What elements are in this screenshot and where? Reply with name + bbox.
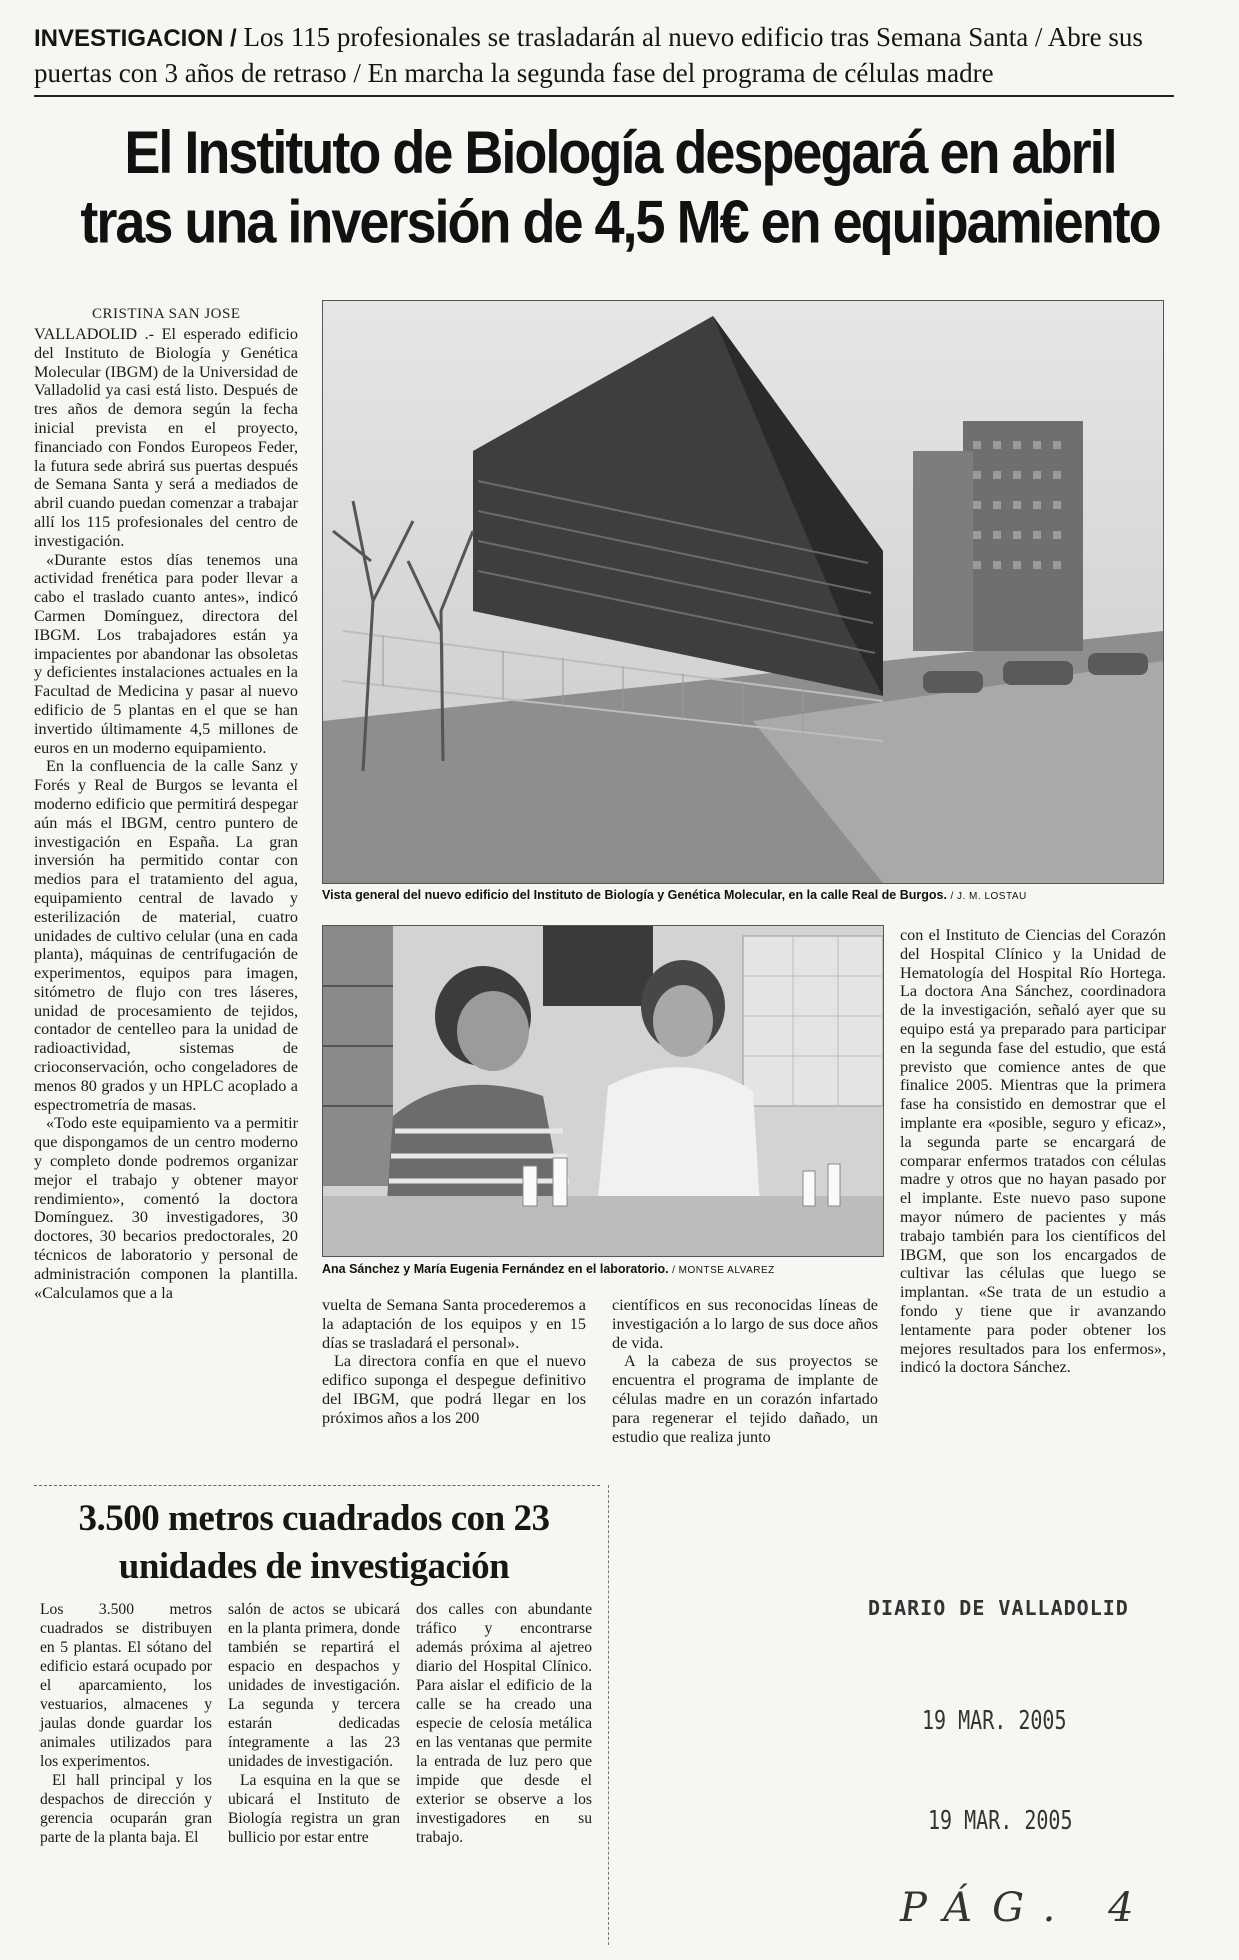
kicker-text: Los 115 profesionales se trasladarán al nuevo edificio tras Semana Santa / Abre sus puertas con 3 años de retraso / En marcha la segunda fase del programa de células madre: [34, 22, 1143, 88]
top-rule: [34, 95, 1174, 97]
paragraph: vuelta de Semana Santa procederemos a la adaptación de los equipos y en 15 días se trasladará el personal».: [322, 1296, 586, 1352]
building-photo: [322, 300, 1164, 884]
headline-line-2: tras una inversión de 4,5 M€ en equipamiento: [80, 188, 1160, 256]
paragraph: VALLADOLID .- El esperado edificio del Instituto de Biología y Genética Molecular (IBGM) de la Universidad de Valladolid ya casi está listo. Después de tres años de demora según la fecha inicial prevista en el proyecto, financiado con Fondos Europeos Feder, la futura sede abrirá sus puertas después de Semana Santa y será a mediados de abril cuando puedan comenzar a trabajar allí los 115 profesionales del centro de investigación.: [34, 325, 298, 550]
article-column-1: [34, 325, 298, 1302]
newspaper-stamp: DIARIO DE VALLADOLID: [868, 1596, 1129, 1620]
paragraph: Los 3.500 metros cuadrados se distribuyen en 5 plantas. El sótano del edificio estará ocupado por el aparcamiento, los vestuarios, almacenes y jaulas donde guardar los animales utilizados para los experimentos.: [40, 1601, 212, 1770]
lab-photo: [322, 925, 884, 1257]
building-illustration: [323, 301, 1163, 883]
headline: [40, 118, 1200, 257]
photo-credit: / J. M. LOSTAU: [950, 891, 1027, 902]
section-tag: INVESTIGACION /: [34, 25, 237, 52]
box-column-3: [416, 1600, 592, 1847]
lab-illustration: [323, 926, 883, 1256]
byline: CRISTINA SAN JOSE: [92, 306, 241, 322]
box-column-1: [40, 1600, 212, 1847]
building-photo-caption: [322, 888, 1182, 902]
caption-text: Ana Sánchez y María Eugenia Fernández en el laboratorio.: [322, 1262, 669, 1276]
paragraph: El hall principal y los despachos de dirección y gerencia ocuparán gran parte de la planta baja. El: [40, 1772, 212, 1846]
paragraph: «Todo este equipamiento va a permitir que dispongamos de un centro moderno y completo donde podremos organizar mejor el trabajo y obtener mayor rendimiento», comentó la doctora Domínguez. 30 investigadores, 30 doctores, 30 becarios predoctorales, 20 técnicos de laboratorio y personal de administración componen la plantilla. «Calculamos que a la: [34, 1114, 298, 1302]
photo-credit: / MONTSE ALVAREZ: [672, 1265, 775, 1276]
paragraph: La esquina en la que se ubicará el Instituto de Biología registra un gran bullicio por estar entre: [228, 1772, 400, 1846]
article-column-3: [612, 1296, 878, 1446]
date-stamp-1: 19 MAR. 2005: [922, 1704, 1067, 1736]
paragraph: «Durante estos días tenemos una actividad frenética para poder llevar a cabo el traslado cuanto antes», indicó Carmen Domínguez, directora del IBGM. Los trabajadores están ya impacientes por abandonar las obsoletas y deficientes instalaciones actuales en la Facultad de Medicina y pasar al nuevo edificio de 5 plantas en el que se han invertido últimamente 4,5 millones de euros en un moderno equipamiento.: [34, 550, 298, 757]
paragraph: La directora confía en que el nuevo edifico suponga el despegue definitivo del IBGM, que podrá llegar en los próximos años a los 200: [322, 1352, 586, 1427]
kicker: [34, 20, 1174, 90]
paragraph: con el Instituto de Ciencias del Corazón del Hospital Clínico y la Unidad de Hematología del Hospital Río Hortega. La doctora Ana Sánchez, coordinadora de la investigación, señaló ayer que su equipo está ya preparado para participar en la segunda fase del estudio, que está previsto que comience antes de que finalice 2005. Mientras que la primera fase ha consistido en demostrar que el implante era «posible, seguro y eficaz», la segunda parte se encargará de comparar enfermos tratados con células madre y otros que no hayan pasado por el implante. Este nuevo paso supone mayor número de pacientes y más trabajo también para los científicos del IBGM, que son los encargados de cultivar las células que luego se implantan. «Se trata de un estudio a fondo y tiene que ir avanzando lentamente para poder obtener los mejores resultados para los enfermos», indicó la doctora Sánchez.: [900, 926, 1166, 1377]
date-stamp-2: 19 MAR. 2005: [928, 1804, 1073, 1836]
box-column-2: [228, 1600, 400, 1847]
paragraph: dos calles con abundante tráfico y encontrarse además próxima al ajetreo diario del Hospital Clínico. Para aislar el edificio de la calle se ha creado una especie de celosía metálica en las ventanas que permite la entrada de luz pero que impide que desde el exterior se observe a los investigadores en su trabajo.: [416, 1601, 592, 1846]
paragraph: A la cabeza de sus proyectos se encuentra el programa de implante de células madre en un corazón infartado para regenerar el tejido dañado, un estudio que realiza junto: [612, 1352, 878, 1446]
box-top-rule: [34, 1485, 600, 1486]
article-column-2: [322, 1296, 586, 1428]
article-column-4: [900, 926, 1166, 1377]
box-title: 3.500 metros cuadrados con 23 unidades de investigación: [78, 1498, 550, 1587]
headline-line-1: El Instituto de Biología despegará en abril: [124, 119, 1116, 187]
paragraph: salón de actos se ubicará en la planta primera, donde también se repartirá el espacio en despachos y unidades de investigación. La segunda y tercera estarán dedicadas íntegramente a las 23 unidades de investigación.: [228, 1601, 400, 1770]
lab-photo-caption: [322, 1262, 902, 1276]
caption-text: Vista general del nuevo edificio del Instituto de Biología y Genética Molecular, en la calle Real de Burgos.: [322, 888, 947, 902]
paragraph: En la confluencia de la calle Sanz y Forés y Real de Burgos se levanta el moderno edificio que permitirá despegar aún más el IBGM, centro puntero de investigación en España. La gran inversión ha permitido contar con medios para el tratamiento del agua, equipamiento central de lavado y esterilización de material, cuatro unidades de cultivo celular (una en cada planta), máquinas de centrifugación de experimentos, equipos para imagen, sitómetro de flujo con tres láseres, unidad de procesamiento de tejidos, contador de centelleo para la unidad de radioactividad, sistemas de crioconservación, ocho congeladores de menos 80 grados y un HPLC acoplado a espectrometría de masas.: [34, 757, 298, 1114]
paragraph: científicos en sus reconocidas líneas de investigación a lo largo de sus doce años de vida.: [612, 1296, 878, 1352]
page-handwritten: PÁG. 4: [900, 1885, 1154, 1931]
box-side-rule: [608, 1485, 609, 1945]
